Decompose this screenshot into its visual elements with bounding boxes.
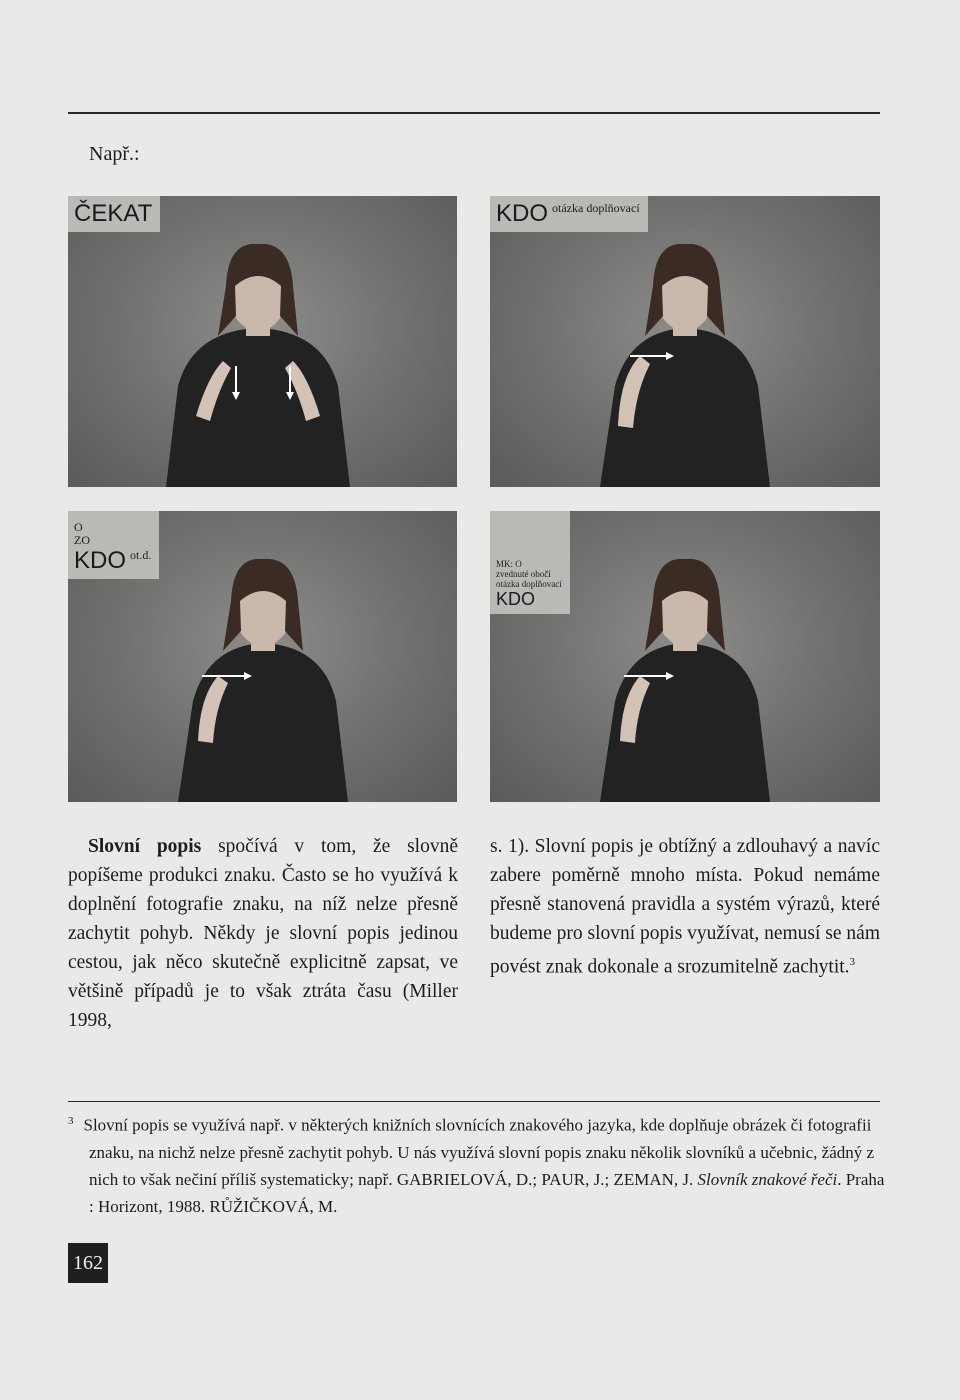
right-paragraph [490, 832, 880, 982]
sign-note: ot.d. [130, 548, 152, 562]
footnote-text-a: Slovní popis se využívá např. v některých knižních slovnících znakového jazyka, kde doplňuje obrázek či fotografii znaku, na nichž nelze přesně zachytit pohyb. U nás využívá slovní popis znaku několik slovníků a učebnic, žádný z nich to však nečiní příliš systematicky; např. GABRIELOVÁ, D.; PAUR, J.; ZEMAN, J. [83, 1115, 875, 1189]
question-line: otázka doplňovací [496, 579, 562, 589]
photo-cekat [68, 196, 457, 487]
footnote-rule [68, 1101, 880, 1102]
sign-note: otázka doplňovací [552, 201, 640, 215]
footnote-title: Slovník znakové řeči [697, 1169, 838, 1189]
photo-caption [490, 511, 570, 614]
sign-word: KDO [496, 589, 536, 609]
photo-kdo-question [490, 196, 880, 487]
photo-kdo-od [68, 511, 457, 802]
sign-word: KDO [496, 200, 549, 227]
photo-kdo-mk [490, 511, 880, 802]
top-rule [68, 112, 880, 114]
footnote [68, 1108, 891, 1220]
sign-word: ČEKAT [74, 200, 153, 227]
right-paragraph-text: s. 1). Slovní popis je obtížný a zdlouhavý a navíc zabere poměrně mnoho místa. Pokud nemáme přesně stanovená pravidla a systém výrazů, které budeme pro slovní popis využívat, nemusí se nám povést znak dokonale a srozumitelně zachytit. [490, 836, 880, 978]
page-number: 162 [68, 1243, 108, 1283]
photo-caption [490, 196, 648, 232]
footnote-ref: 3 [849, 956, 856, 968]
brows-line: zvednuté obočí [496, 569, 551, 579]
mk-line: MK: O [496, 559, 522, 569]
footnote-mark: 3 [68, 1115, 74, 1127]
signer-figure-1 [68, 196, 457, 487]
photo-caption [68, 511, 159, 579]
footnote-text-b: . Praha : Horizont, 1988. RŮŽIČKOVÁ, M. [89, 1169, 885, 1216]
intro-label: Např.: [89, 143, 140, 165]
photo-caption [68, 196, 160, 232]
sign-word: KDO [74, 547, 127, 574]
prefix-line-2: ZO [74, 533, 90, 547]
signer-figure-2 [490, 196, 880, 487]
term-slovni-popis: Slovní popis [88, 836, 202, 857]
left-paragraph [68, 832, 458, 1035]
left-paragraph-text: spočívá v tom, že slovně popíšeme produkci znaku. Často se ho využívá k doplnění fotografie znaku, na níž nelze přesně zachytit pohyb. Někdy je slovní popis jedinou cestou, jak něco skutečně explicitně zapsat, ve většině případů je to však ztráta času (Miller 1998, [68, 836, 459, 1031]
prefix-line-1: O [74, 520, 83, 534]
